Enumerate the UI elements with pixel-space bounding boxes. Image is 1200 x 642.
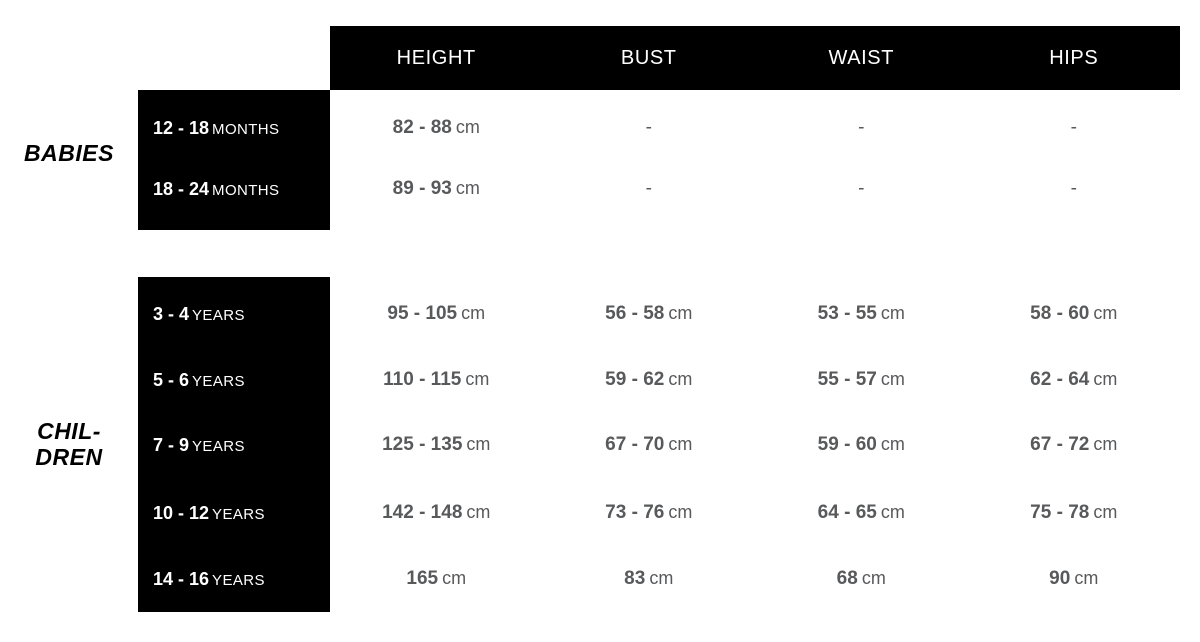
cell-hips-value: 58 - 60 xyxy=(1030,303,1090,324)
cell-height-value: 142 - 148 xyxy=(382,502,463,523)
cell-waist-value: 53 - 55 xyxy=(817,303,877,324)
cell-height-value: 165 xyxy=(406,568,439,589)
table-row xyxy=(138,555,1180,603)
cell-waist-unit: cm xyxy=(880,502,905,522)
cell-hips-unit: cm xyxy=(1074,568,1099,588)
cell-waist: - xyxy=(858,178,865,199)
row-age-unit: YEARS xyxy=(212,571,265,589)
cell-bust xyxy=(543,434,756,456)
cell-height xyxy=(330,117,543,139)
row-age-unit: YEARS xyxy=(192,437,245,455)
cell-waist xyxy=(755,434,968,456)
cell-waist xyxy=(755,568,968,590)
cell-hips-value: 67 - 72 xyxy=(1030,434,1090,455)
cell-bust xyxy=(543,303,756,325)
table-row xyxy=(138,489,1180,537)
cell-height xyxy=(330,502,543,524)
table-row xyxy=(138,290,1180,338)
cell-waist xyxy=(755,369,968,391)
cell-waist-value: 59 - 60 xyxy=(817,434,877,455)
cell-bust-value: 83 xyxy=(624,568,646,589)
cell-hips-unit: cm xyxy=(1093,502,1118,522)
row-age-label xyxy=(138,118,330,139)
cell-waist-value: 64 - 65 xyxy=(817,502,877,523)
cell-waist-value: 55 - 57 xyxy=(817,369,877,390)
cell-bust-unit: cm xyxy=(668,369,693,389)
column-header-height: HEIGHT xyxy=(396,46,476,69)
row-age-number: 12 - 18 xyxy=(153,117,210,138)
row-age-label xyxy=(138,304,330,325)
row-age-label xyxy=(138,179,330,200)
cell-bust xyxy=(543,568,756,590)
group-name-children xyxy=(0,419,138,471)
row-age-number: 10 - 12 xyxy=(153,502,210,523)
column-header-row xyxy=(330,26,1180,90)
cell-bust-unit: cm xyxy=(649,568,674,588)
row-age-label xyxy=(138,370,330,391)
cell-waist: - xyxy=(858,117,865,138)
cell-height-value: 89 - 93 xyxy=(392,178,452,199)
cell-hips xyxy=(968,434,1181,456)
cell-height xyxy=(330,178,543,200)
column-header-waist: WAIST xyxy=(828,46,895,69)
cell-hips-unit: cm xyxy=(1093,434,1118,454)
cell-height-value: 82 - 88 xyxy=(392,117,452,138)
cell-bust xyxy=(543,502,756,524)
row-age-unit: MONTHS xyxy=(212,181,280,199)
cell-height-unit: cm xyxy=(455,178,480,198)
cell-hips-value: 90 xyxy=(1049,568,1071,589)
cell-bust-value: 73 - 76 xyxy=(605,502,665,523)
row-age-unit: YEARS xyxy=(212,505,265,523)
cell-hips-value: 62 - 64 xyxy=(1030,369,1090,390)
row-age-unit: YEARS xyxy=(192,372,245,390)
cell-hips xyxy=(968,369,1181,391)
row-age-unit: MONTHS xyxy=(212,120,280,138)
row-age-unit: YEARS xyxy=(192,306,245,324)
cell-height xyxy=(330,369,543,391)
group-name-children-line1: CHIL- xyxy=(37,418,101,444)
cell-hips xyxy=(968,502,1181,524)
cell-bust-value: 59 - 62 xyxy=(605,369,665,390)
table-row xyxy=(138,421,1180,469)
cell-hips-value: 75 - 78 xyxy=(1030,502,1090,523)
row-age-number: 3 - 4 xyxy=(153,303,190,324)
row-age-label xyxy=(138,435,330,456)
cell-height-unit: cm xyxy=(466,434,491,454)
cell-bust-unit: cm xyxy=(668,303,693,323)
row-age-number: 14 - 16 xyxy=(153,568,210,589)
cell-hips xyxy=(968,303,1181,325)
cell-height-unit: cm xyxy=(465,369,490,389)
cell-bust: - xyxy=(645,178,652,199)
cell-hips: - xyxy=(1070,178,1077,199)
cell-waist-unit: cm xyxy=(880,434,905,454)
cell-bust: - xyxy=(645,117,652,138)
column-header-hips: HIPS xyxy=(1049,46,1099,69)
cell-waist-unit: cm xyxy=(861,568,886,588)
column-header-bust: BUST xyxy=(620,46,677,69)
cell-waist-unit: cm xyxy=(880,303,905,323)
cell-bust-unit: cm xyxy=(668,502,693,522)
row-age-number: 7 - 9 xyxy=(153,434,190,455)
cell-hips: - xyxy=(1070,117,1077,138)
table-row xyxy=(138,165,1180,213)
cell-height-value: 110 - 115 xyxy=(383,369,462,390)
cell-height xyxy=(330,303,543,325)
cell-height-unit: cm xyxy=(442,568,467,588)
cell-height-unit: cm xyxy=(455,117,480,137)
cell-height xyxy=(330,434,543,456)
cell-height-value: 125 - 135 xyxy=(382,434,463,455)
row-age-number: 5 - 6 xyxy=(153,369,190,390)
cell-bust xyxy=(543,369,756,391)
row-age-label xyxy=(138,569,330,590)
cell-height xyxy=(330,568,543,590)
cell-waist-unit: cm xyxy=(880,369,905,389)
cell-bust-value: 67 - 70 xyxy=(605,434,665,455)
cell-height-unit: cm xyxy=(461,303,486,323)
cell-bust-unit: cm xyxy=(668,434,693,454)
row-age-number: 18 - 24 xyxy=(153,178,210,199)
table-row xyxy=(138,104,1180,152)
cell-waist xyxy=(755,502,968,524)
row-age-label xyxy=(138,503,330,524)
cell-hips xyxy=(968,568,1181,590)
cell-height-unit: cm xyxy=(466,502,491,522)
cell-waist-value: 68 xyxy=(836,568,858,589)
group-name-children-line2: DREN xyxy=(35,443,103,470)
table-row xyxy=(138,356,1180,404)
group-name-babies: BABIES xyxy=(24,140,114,166)
cell-hips-unit: cm xyxy=(1093,303,1118,323)
cell-height-value: 95 - 105 xyxy=(387,303,458,324)
cell-bust-value: 56 - 58 xyxy=(605,303,665,324)
cell-hips-unit: cm xyxy=(1093,369,1118,389)
cell-waist xyxy=(755,303,968,325)
